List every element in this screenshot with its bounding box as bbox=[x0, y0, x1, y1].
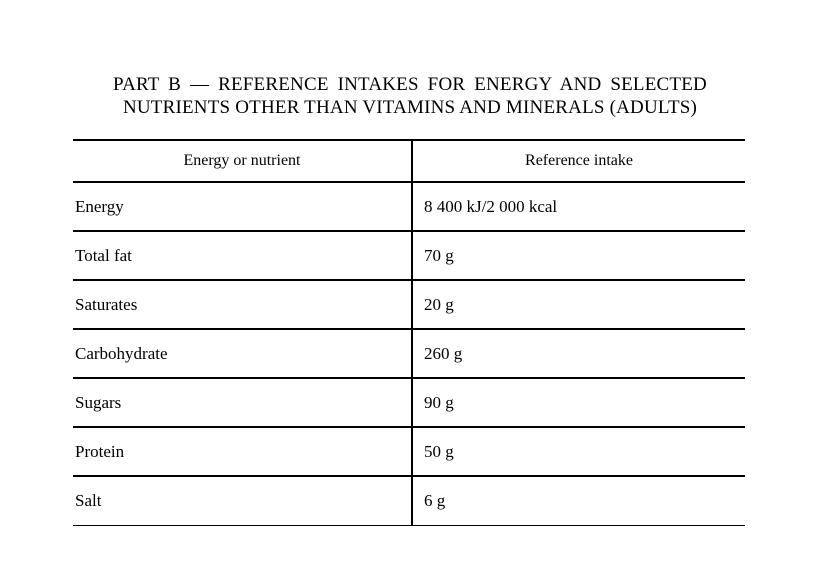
table-row bbox=[73, 280, 745, 329]
table-row bbox=[73, 427, 745, 476]
header-reference-intake: Reference intake bbox=[412, 140, 745, 182]
intake-cell: 8 400 kJ/2 000 kcal bbox=[412, 182, 745, 231]
nutrient-cell: Total fat bbox=[73, 231, 412, 280]
nutrient-cell: Energy bbox=[73, 182, 412, 231]
nutrient-cell: Protein bbox=[73, 427, 412, 476]
title-line-1: PART B — REFERENCE INTAKES FOR ENERGY AND SELECTED bbox=[113, 74, 707, 95]
table-row bbox=[73, 378, 745, 427]
intake-cell: 70 g bbox=[412, 231, 745, 280]
header-energy-or-nutrient: Energy or nutrient bbox=[73, 140, 412, 182]
reference-intakes-table bbox=[73, 139, 745, 526]
intake-cell: 260 g bbox=[412, 329, 745, 378]
intake-cell: 90 g bbox=[412, 378, 745, 427]
intake-cell: 50 g bbox=[412, 427, 745, 476]
intake-cell: 6 g bbox=[412, 476, 745, 525]
nutrient-cell: Carbohydrate bbox=[73, 329, 412, 378]
table-header-row bbox=[73, 140, 745, 182]
table-row bbox=[73, 231, 745, 280]
nutrient-cell: Saturates bbox=[73, 280, 412, 329]
title-line-2: NUTRIENTS OTHER THAN VITAMINS AND MINERALS (ADULTS) bbox=[122, 97, 698, 118]
nutrient-cell: Salt bbox=[73, 476, 412, 525]
document-title bbox=[60, 73, 760, 119]
table-row bbox=[73, 329, 745, 378]
intake-cell: 20 g bbox=[412, 280, 745, 329]
nutrient-cell: Sugars bbox=[73, 378, 412, 427]
table-row bbox=[73, 182, 745, 231]
table-row bbox=[73, 476, 745, 525]
